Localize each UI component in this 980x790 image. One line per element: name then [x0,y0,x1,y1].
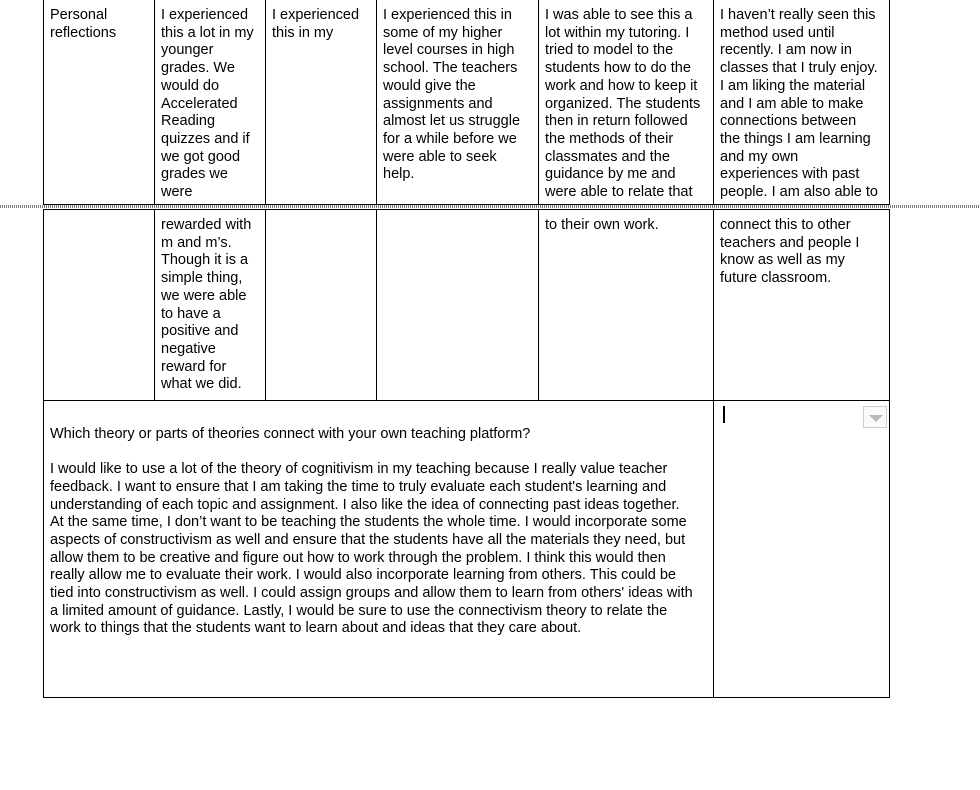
grid-line [43,209,44,698]
grid-line [376,209,377,401]
cell-constructivism-reflection-cont[interactable] [376,211,538,400]
text-cursor [723,406,725,423]
cell-cognitivism-reflection[interactable]: I experienced this in my [272,7,360,41]
cell-behaviorism-reflection[interactable]: I experienced this a lot in my younger grades. We would do Accelerated Reading quizzes and if we got good grades we were [161,7,254,201]
page-break [0,205,980,208]
grid-line [538,209,539,401]
teaching-platform-question: Which theory or parts of theories connect with your own teaching platform? [50,425,531,442]
row-label-empty[interactable] [43,211,154,400]
cell-constructivism-reflection[interactable]: I experienced this in some of my higher level courses in high school. The teachers would give the assignments and almost let us struggle for a while before we were able to seek help. [383,7,521,183]
grid-line [43,209,890,210]
grid-line [154,209,155,401]
grid-line [889,209,890,698]
grid-line [713,0,714,205]
row-label-personal-reflections[interactable]: Personal reflections [50,7,117,41]
grid-line [154,0,155,205]
grid-line [265,0,266,205]
cell-social-learning-reflection[interactable]: I was able to see this a lot within my tutoring. I tried to model to the students how to do the work and how to keep it organized. The students then in return followed the methods of their classmates and the guidance by me and were able to relate that [545,7,701,201]
grid-line [43,697,890,698]
cell-cognitivism-reflection-cont[interactable] [265,211,376,400]
grid-line [43,400,890,401]
grid-line [43,204,890,205]
grid-line [376,0,377,205]
teaching-platform-side-cell[interactable] [713,402,889,697]
grid-line [889,0,890,205]
grid-line [538,0,539,205]
cell-social-learning-reflection-cont[interactable]: to their own work. [545,217,659,233]
grid-line [265,209,266,401]
grid-line [713,209,714,698]
teaching-platform-cell[interactable] [43,402,713,697]
cell-connectivism-reflection[interactable]: I haven’t really seen this method used until recently. I am now in classes that I truly enjoy. I am liking the material and I am able to make connections between the things I am learning and my own experiences with past people. I am also able to [720,7,878,201]
cell-behaviorism-reflection-cont[interactable]: rewarded with m and m’s. Though it is a simple thing, we were able to have a positive and negative reward for what we did. [161,217,252,393]
cell-connectivism-reflection-cont[interactable]: connect this to other teachers and people I know as well as my future classroom. [720,217,860,287]
grid-line [43,0,44,205]
chevron-down-icon[interactable] [863,406,887,428]
teaching-platform-answer: I would like to use a lot of the theory of cognitivism in my teaching because I really value teacher feedback. I want to ensure that I am taking the time to truly evaluate each student's learning and understanding of each topic and assignment. I also like the idea of connecting past ideas together. At the same time, I don’t want to be teaching the students the whole time. I would incorporate some aspects of constructivism as well and ensure that the students have all the materials they need, but allow them to be creative and figure out how to work through the problem. I think this would then really allow me to evaluate their work. I would also incorporate learning from others. This could be tied into constructivism as well. I could assign groups and allow them to learn from others' ideas with a limited amount of guidance. Lastly, I would be sure to use the connectivism theory to relate the work to things that the students want to learn about and ideas that they care about. [50,461,693,637]
